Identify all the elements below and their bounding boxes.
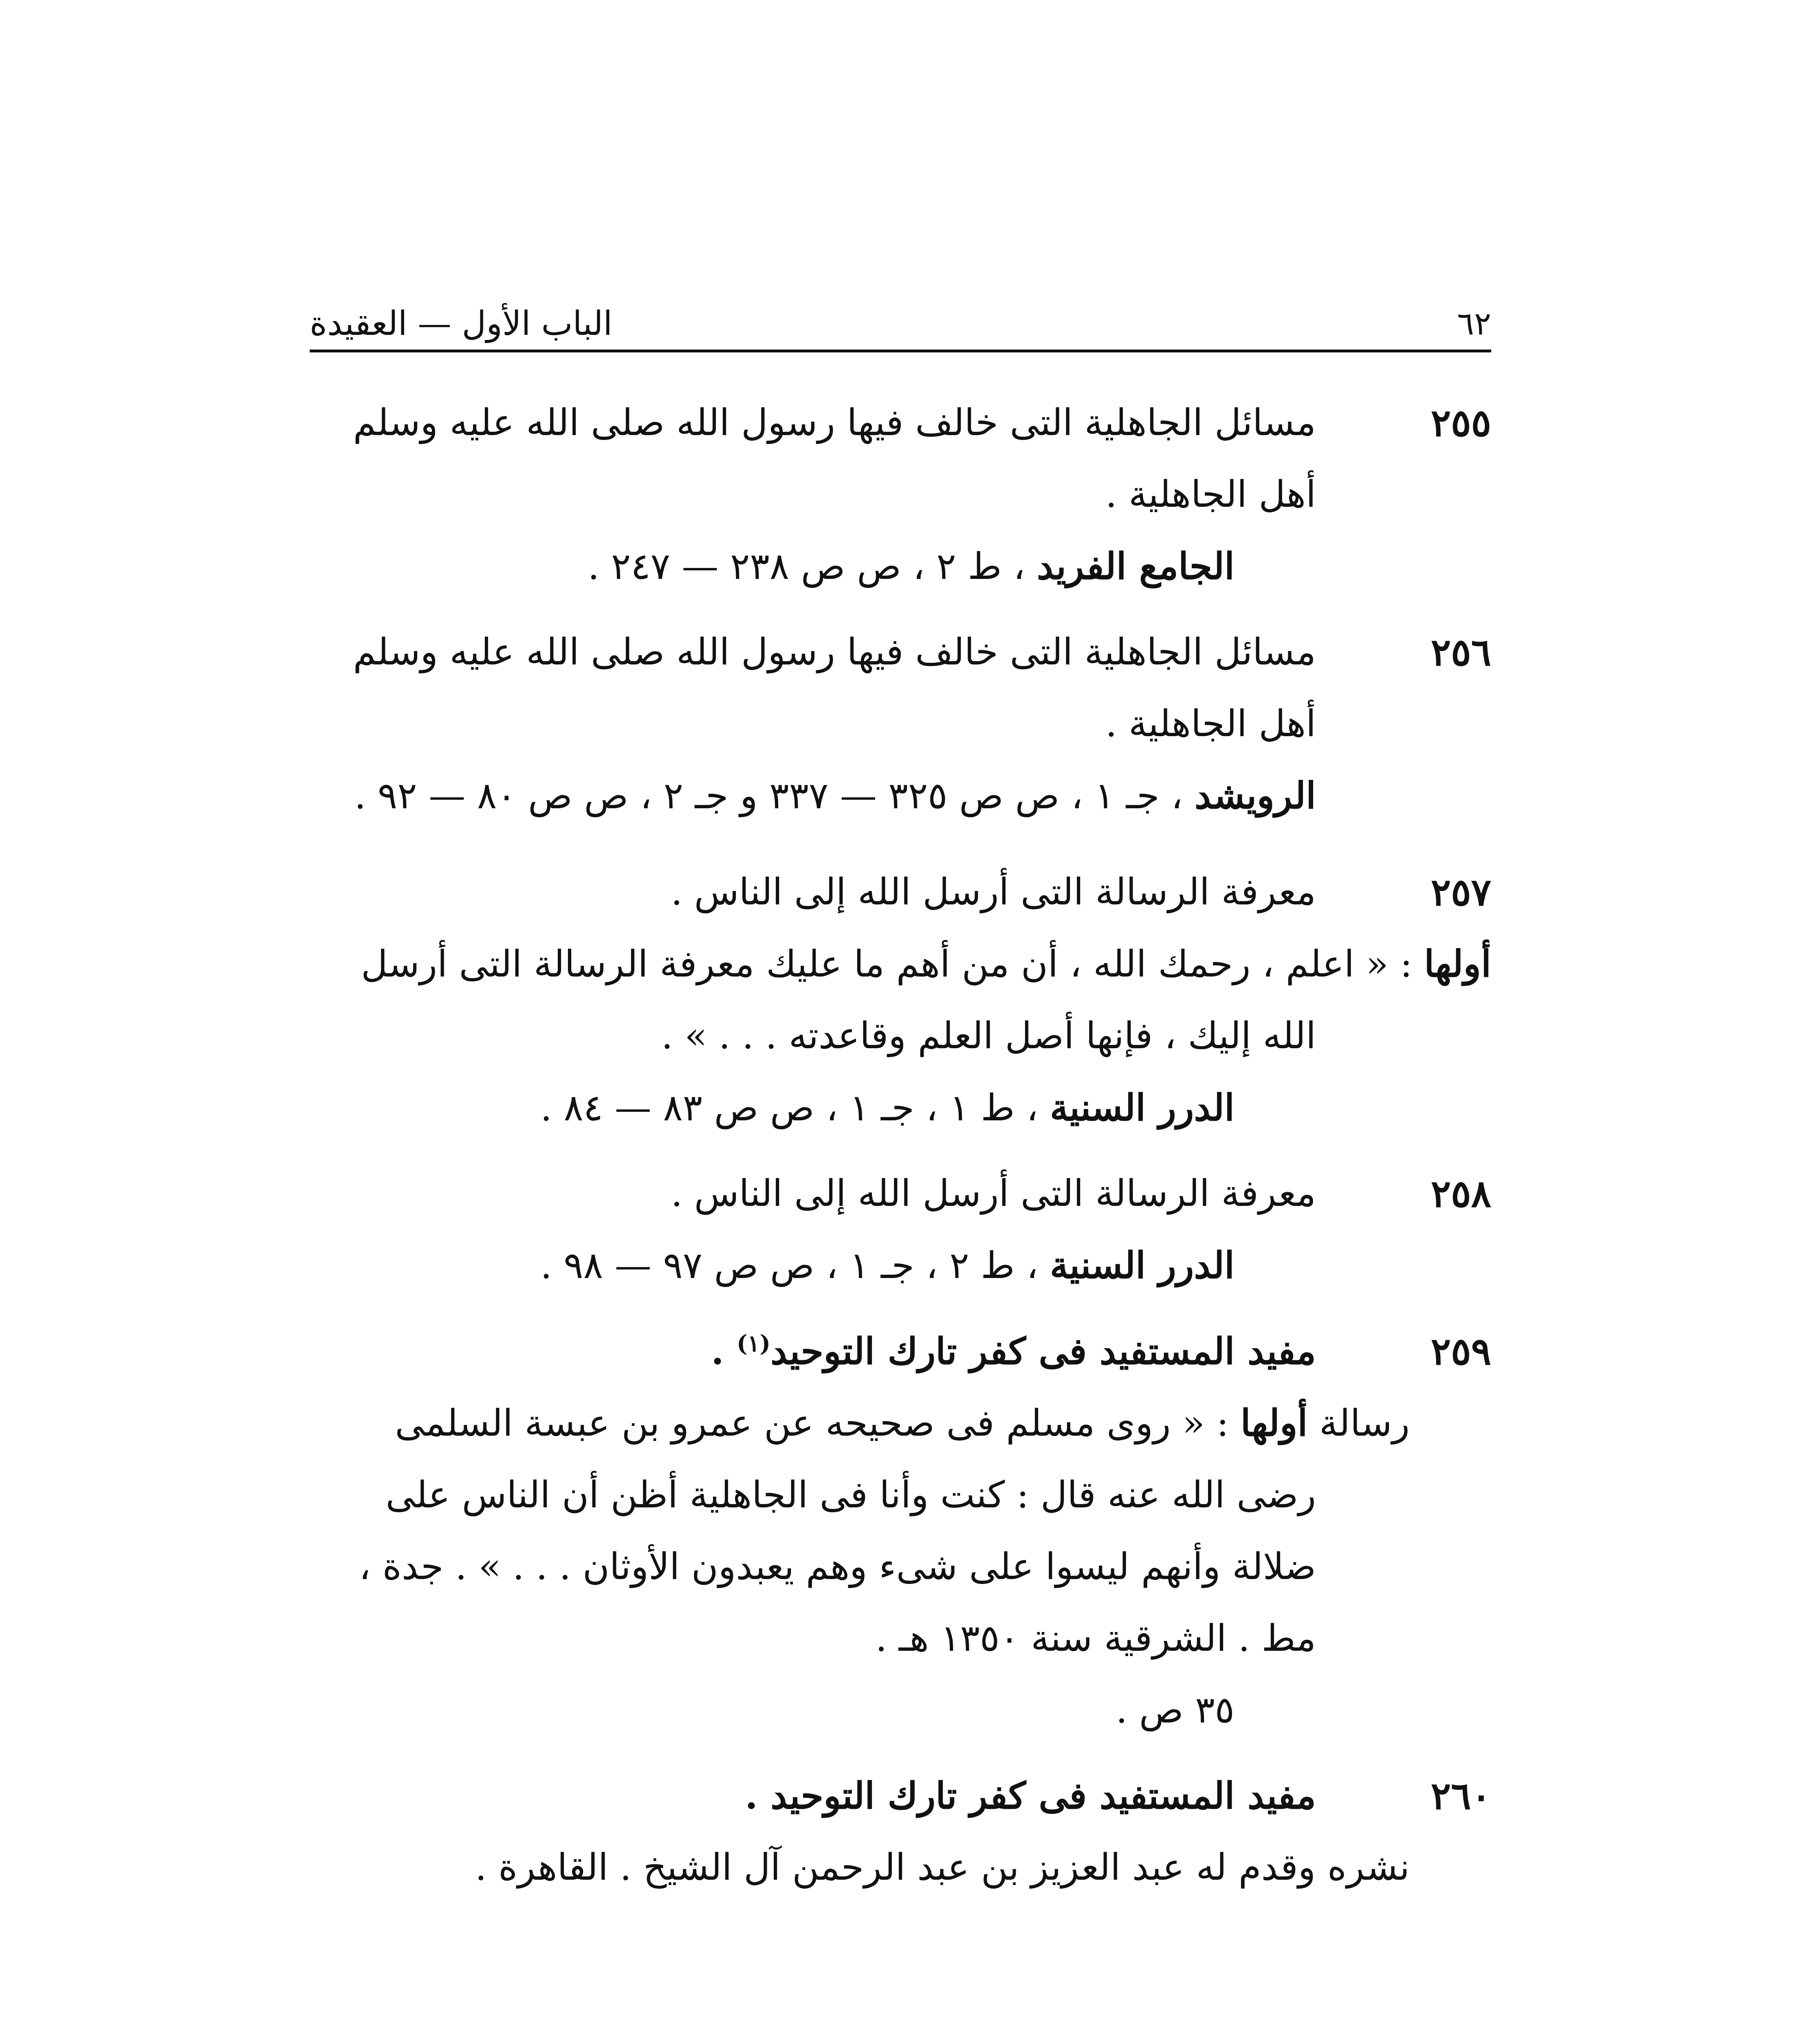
entry-description <box>318 928 1491 1072</box>
running-head <box>310 301 1491 346</box>
page-count: ٣٥ ص . <box>1116 1689 1235 1731</box>
description-prefix: رسالة <box>1307 1402 1410 1445</box>
reference-details: ، ط ١ ، جـ ١ ، ص ص ٨٣ — ٨٤ . <box>540 1087 1039 1129</box>
description-text: : « روى مسلم فى صحيحه عن عمرو بن عبسة السلمى رضى الله عنه قال : كنت وأنا فى الجاهلية أظن أن الناس على ضلالة وأنهم ليسوا على شىء وهم يعبدون الأوثان . . . » . جدة ، مط . الشرقية سنة ١٣٥٠ هـ . <box>359 1402 1316 1660</box>
reference-details: ، ط ٢ ، جـ ١ ، ص ص ٩٧ — ٩٨ . <box>540 1244 1039 1287</box>
entry-reference <box>318 530 1235 603</box>
page-number: ٦٢ <box>1457 306 1491 342</box>
entry-number: ٢٥٨ <box>1430 1172 1491 1216</box>
entry-reference <box>318 1230 1235 1302</box>
entry-257 <box>318 856 1491 1144</box>
entries-list <box>318 387 1491 1917</box>
reference-source: الرويشد <box>1194 774 1316 817</box>
header-rule <box>310 350 1491 352</box>
entry-number: ٢٥٩ <box>1430 1329 1491 1373</box>
entry-259 <box>318 1315 1491 1746</box>
entry-reference <box>318 760 1491 832</box>
description-label: أولها <box>1240 1401 1308 1445</box>
footnote-marker: (١) <box>736 1330 771 1357</box>
entry-title-end: . <box>711 1330 737 1373</box>
description-text: : « اعلم ، رحمك الله ، أن من أهم ما عليك معرفة الرسالة التى أرسل الله إليك ، فإنها أصل العلم وقاعدته . . . » . <box>361 943 1413 1057</box>
entry-title-text: مفيد المستفيد فى كفر تارك التوحيد <box>770 1330 1316 1373</box>
entry-title: مسائل الجاهلية التى خالف فيها رسول الله صلى الله عليه وسلم أهل الجاهلية . <box>353 631 1316 745</box>
entry-258 <box>318 1158 1491 1302</box>
entry-pages <box>318 1674 1235 1746</box>
entry-title: مسائل الجاهلية التى خالف فيها رسول الله صلى الله عليه وسلم أهل الجاهلية . <box>353 401 1316 516</box>
entry-reference <box>318 1072 1235 1144</box>
entry-title <box>318 1315 1316 1387</box>
description-label: أولها <box>1424 942 1491 986</box>
entry-256 <box>318 616 1491 832</box>
entry-title: معرفة الرسالة التى أرسل الله إلى الناس . <box>671 1172 1316 1215</box>
reference-source: الجامع الفريد <box>1037 545 1235 588</box>
entry-title: مفيد المستفيد فى كفر تارك التوحيد . <box>745 1774 1316 1817</box>
entry-260 <box>318 1760 1491 1903</box>
entry-number: ٢٦٠ <box>1430 1774 1491 1818</box>
reference-source: الدرر السنية <box>1050 1244 1235 1287</box>
reference-details: ، جـ ١ ، ص ص ٣٢٥ — ٣٣٧ و جـ ٢ ، ص ص ٨٠ — ٩٢ . <box>354 774 1183 817</box>
entry-255 <box>318 387 1491 603</box>
entry-description <box>318 1387 1491 1674</box>
entry-title: معرفة الرسالة التى أرسل الله إلى الناس . <box>671 871 1316 913</box>
entry-number: ٢٥٧ <box>1430 870 1491 914</box>
entry-number: ٢٥٥ <box>1430 401 1491 445</box>
reference-details: ، ط ٢ ، ص ص ٢٣٨ — ٢٤٧ . <box>588 545 1026 588</box>
reference-source: الدرر السنية <box>1050 1086 1235 1129</box>
chapter-title: الباب الأول — العقيدة <box>310 304 613 343</box>
entry-description: نشره وقدم له عبد العزيز بن عبد الرحمن آل الشيخ . القاهرة . <box>475 1846 1410 1889</box>
entry-number: ٢٥٦ <box>1430 630 1491 674</box>
